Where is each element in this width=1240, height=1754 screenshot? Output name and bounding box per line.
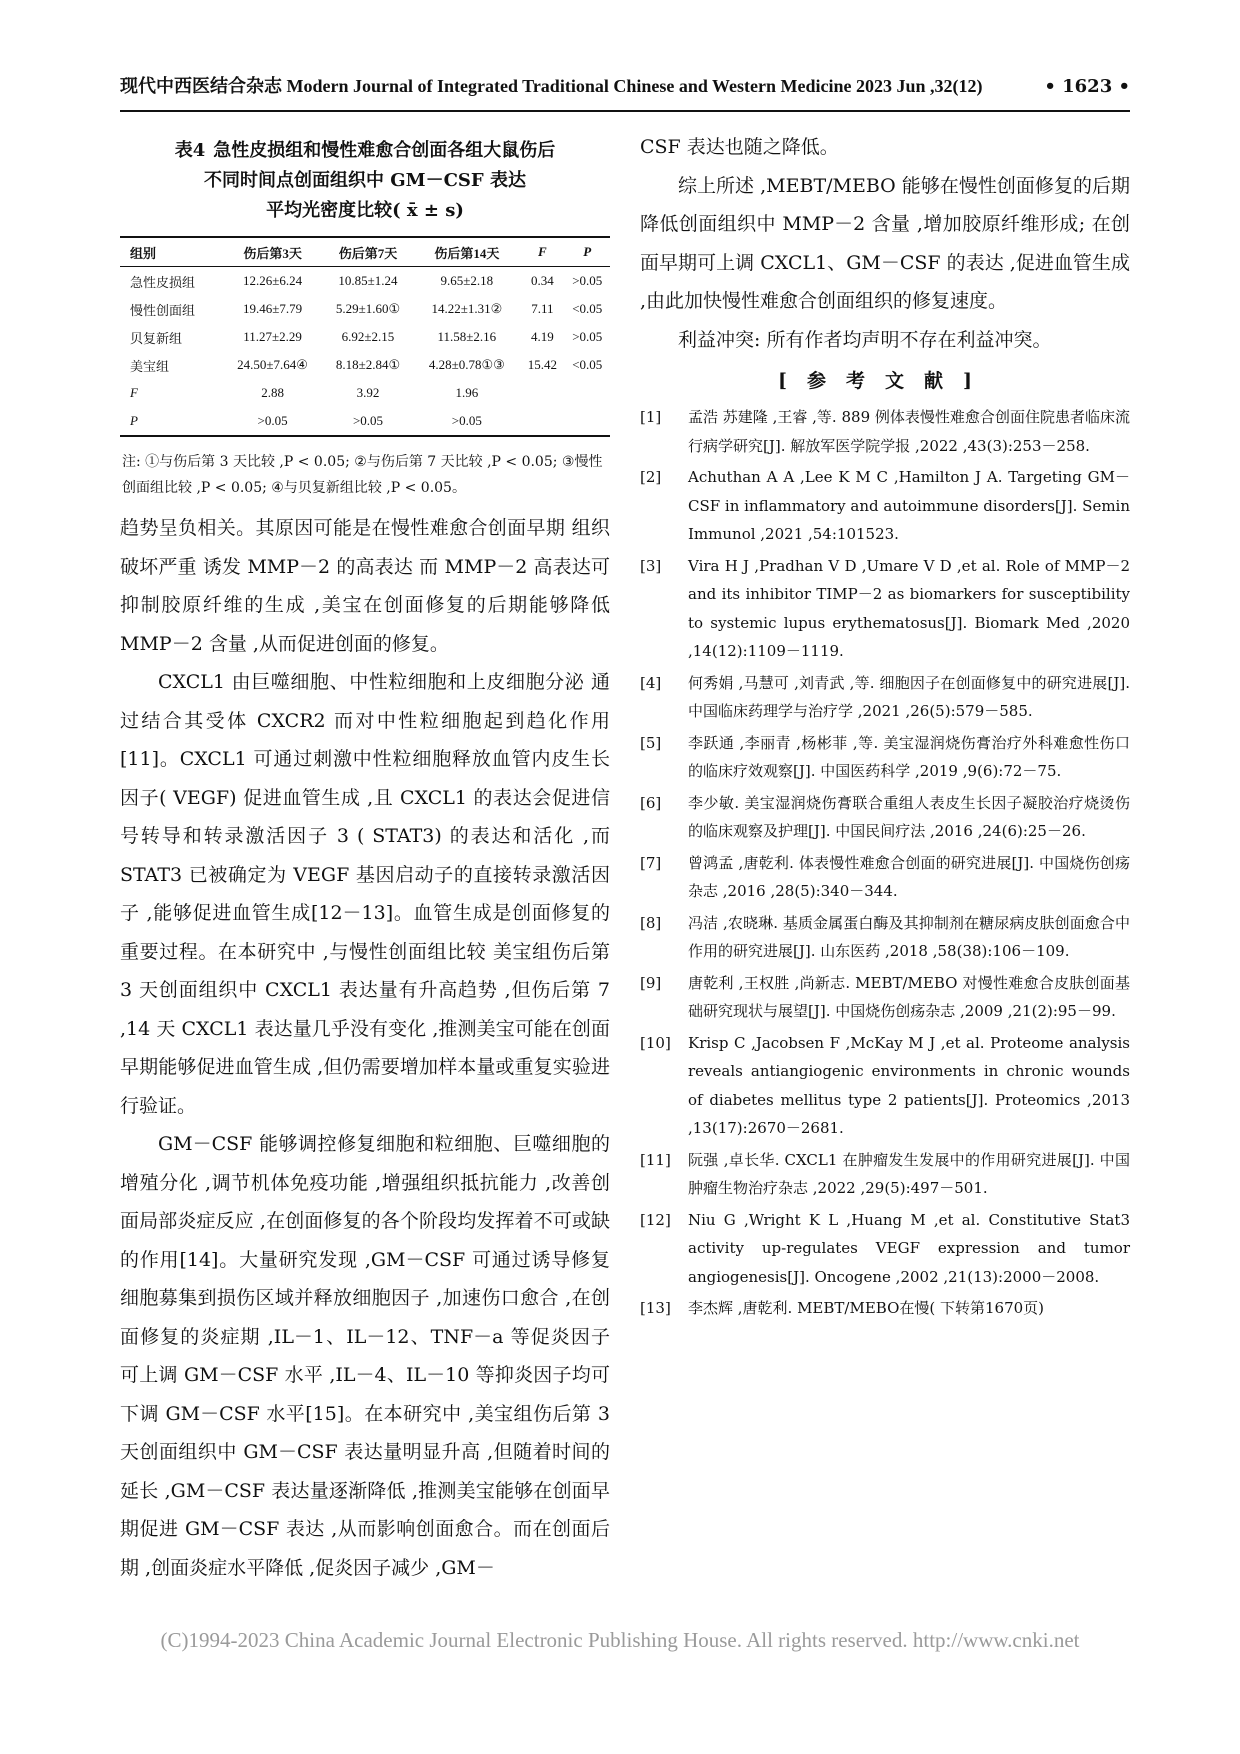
reference-item: [640, 669, 1130, 726]
header-rule: [120, 110, 1130, 112]
reference-item: [640, 909, 1130, 966]
table-cell: F: [130, 385, 138, 400]
col-header: 伤后第14天: [434, 245, 500, 261]
reference-number: [1]: [640, 408, 662, 426]
reference-number: [13]: [640, 1299, 671, 1317]
body-paragraph: 综上所述 ,MEBT/MEBO 能够在慢性创面修复的后期降低创面组织中 MMP－2 含量 ,增加胶原纤维形成; 在创面早期可上调 CXCL1、GM－CSF 的表达 ,促进血管生成 ,由此加快慢性难愈合创面组织的修复速度。: [640, 174, 1130, 312]
reference-item: [640, 789, 1130, 846]
table-cell: 7.11: [531, 301, 554, 316]
reference-text: 唐乾利 ,王权胜 ,尚新志. MEBT/MEBO 对慢性难愈合皮肤创面基础研究现状与展望[J]. 中国烧伤创疡杂志 ,2009 ,21(2):95－99.: [688, 973, 1130, 1020]
reference-item: [640, 969, 1130, 1026]
reference-number: [3]: [640, 556, 662, 575]
journal-title: 现代中西医结合杂志 Modern Journal of Integrated Traditional Chinese and Western Medicine 2023 Jun ,32(12): [120, 76, 983, 96]
right-column: [640, 128, 1130, 1326]
table-cell: 贝复新组: [130, 330, 183, 346]
table-cell: 10.85±1.24: [338, 273, 398, 288]
data-table: [120, 236, 610, 437]
reference-number: [10]: [640, 1033, 671, 1052]
reference-item: [640, 1146, 1130, 1203]
table-cell: >0.05: [257, 413, 288, 428]
table-cell: [565, 407, 611, 436]
table-row: [120, 323, 610, 351]
table-cell: P: [130, 413, 138, 428]
reference-number: [6]: [640, 793, 662, 812]
reference-number: [7]: [640, 853, 662, 872]
table-cell: <0.05: [572, 357, 603, 372]
table-cell: [520, 407, 564, 436]
table-title-line2: 不同时间点创面组织中 GM－CSF 表达: [204, 170, 526, 191]
table-cell: 11.58±2.16: [437, 329, 497, 344]
table-cell: 慢性创面组: [130, 302, 196, 318]
reference-number: [5]: [640, 733, 662, 752]
col-header: P: [583, 244, 592, 259]
table-cell: [520, 379, 564, 407]
table-cell: >0.05: [572, 273, 603, 288]
table-cell: 24.50±7.64④: [237, 357, 308, 372]
table-row: [120, 267, 610, 296]
table-cell: 11.27±2.29: [243, 329, 302, 344]
table-cell: 4.19: [530, 329, 554, 344]
reference-text: Krisp C ,Jacobsen F ,McKay M J ,et al. Proteome analysis reveals antiangiogenic environments in chronic wounds of diabetes mellitus type 2 patients[J]. Proteomics ,2013 ,13(17):2670－2681.: [688, 1033, 1130, 1137]
body-paragraph: GM－CSF 能够调控修复细胞和粒细胞、巨噬细胞的增殖分化 ,调节机体免疫功能 ,增强组织抵抗能力 ,改善创面局部炎症反应 ,在创面修复的各个阶段均发挥着不可或缺的作用[14]。大量研究发现 ,GM－CSF 可通过诱导修复细胞募集到损伤区域并释放细胞因子 ,加速伤口愈合 ,在创面修复的炎症期 ,IL－1、IL－12、TNF－a 等促炎因子可上调 GM－CSF 水平 ,IL－4、IL－10 等抑炎因子均可下调 GM－CSF 水平[15]。在本研究中 ,美宝组伤后第 3 天创面组织中 GM－CSF 表达量明显升高 ,但随着时间的延长 ,GM－CSF 表达量逐渐降低 ,推测美宝能够在创面早期促进 GM－CSF 表达 ,从而影响创面愈合。而在创面后期 ,创面炎症水平降低 ,促炎因子减少 ,GM－: [120, 1133, 610, 1579]
table-cell: 6.92±2.15: [341, 329, 395, 344]
col-header: 伤后第7天: [338, 245, 398, 261]
table-note: 注: ①与伤后第 3 天比较 ,P < 0.05; ②与伤后第 7 天比较 ,P < 0.05; ③慢性创面组比较 ,P < 0.05; ④与贝复新组比较 ,P < 0.05。: [122, 454, 603, 496]
table-cell: >0.05: [572, 329, 603, 344]
reference-text: 阮强 ,卓长华. CXCL1 在肿瘤发生发展中的作用研究进展[J]. 中国肿瘤生物治疗杂志 ,2022 ,29(5):497－501.: [688, 1150, 1130, 1197]
reference-text: 何秀娟 ,马慧可 ,刘青武 ,等. 细胞因子在创面修复中的研究进展[J]. 中国临床药理学与治疗学 ,2021 ,26(5):579－585.: [688, 673, 1130, 720]
table-row: [120, 351, 610, 379]
left-column: [120, 128, 610, 1587]
reference-item: [640, 552, 1130, 666]
col-header: 伤后第3天: [243, 245, 302, 261]
reference-text: 李少敏. 美宝湿润烧伤膏联合重组人表皮生长因子凝胶治疗烧烫伤的临床观察及护理[J]. 中国民间疗法 ,2016 ,24(6):25－26.: [688, 793, 1130, 840]
table-cell: 3.92: [356, 385, 380, 400]
reference-number: [12]: [640, 1210, 671, 1229]
page-number: • 1623 •: [1044, 76, 1130, 97]
reference-text: 孟浩 苏建隆 ,王睿 ,等. 889 例体表慢性难愈合创面住院患者临床流行病学研究[J]. 解放军医学院学报 ,2022 ,43(3):253－258.: [688, 408, 1130, 455]
reference-item: [640, 1206, 1130, 1292]
table-cell: 0.34: [530, 273, 554, 288]
table-header-row: [120, 237, 610, 267]
col-header: F: [537, 244, 547, 259]
reference-number: [9]: [640, 973, 662, 992]
table-cell: 1.96: [455, 385, 479, 400]
reference-list: [640, 403, 1130, 1323]
table-cell: 19.46±7.79: [243, 301, 303, 316]
reference-text: Achuthan A A ,Lee K M C ,Hamilton J A. Targeting GM－CSF in inflammatory and autoimmune disorders[J]. Semin Immunol ,2021 ,54:101523.: [688, 468, 1131, 543]
table-cell: 14.22±1.31②: [431, 301, 503, 316]
reference-item: [640, 1294, 1130, 1323]
reference-number: [2]: [640, 468, 662, 486]
table-cell: 美宝组: [130, 358, 170, 374]
references-heading: [参考文献]: [778, 370, 992, 392]
table-title-line3: 平均光密度比较( x̄ ± s): [266, 200, 464, 221]
table-cell: 12.26±6.24: [243, 273, 303, 288]
col-header: 组别: [130, 245, 157, 261]
copyright-footer: (C)1994-2023 China Academic Journal Electronic Publishing House. All rights reserved. http://www.cnki.net: [160, 1628, 1080, 1652]
body-paragraph: CSF 表达也随之降低。: [640, 136, 839, 158]
table-cell: 9.65±2.18: [440, 273, 494, 288]
table-title-line1: 急性皮损组和慢性难愈合创面各组大鼠伤后: [213, 140, 556, 161]
table-cell: [565, 379, 611, 407]
reference-text: Vira H J ,Pradhan V D ,Umare V D ,et al. Role of MMP－2 and its inhibitor TIMP－2 as biomarkers for susceptibility to systemic lupus erythematosus[J]. Biomark Med ,2020 ,14(12):1109－1119.: [688, 556, 1130, 660]
reference-text: Niu G ,Wright K L ,Huang M ,et al. Constitutive Stat3 activity up-regulates VEGF expression and tumor angiogenesis[J]. Oncogene ,2002 ,21(13):2000－2008.: [688, 1210, 1130, 1286]
table-title: [120, 136, 610, 226]
reference-item: [640, 729, 1130, 786]
table-label: 表4: [174, 140, 206, 161]
body-paragraph: CXCL1 由巨噬细胞、中性粒细胞和上皮细胞分泌 通过结合其受体 CXCR2 而对中性粒细胞起到趋化作用[11]。CXCL1 可通过刺激中性粒细胞释放血管内皮生长因子( VEGF) 促进血管生成 ,且 CXCL1 的表达会促进信号转导和转录激活因子 3 ( STAT3) 的表达和活化 ,而 STAT3 已被确定为 VEGF 基因启动子的直接转录激活因子 ,能够促进血管生成[12－13]。血管生成是创面修复的重要过程。在本研究中 ,与慢性创面组比较 美宝组伤后第 3 天创面组织中 CXCL1 表达量有升高趋势 ,但伤后第 7 ,14 天 CXCL1 表达量几乎没有变化 ,推测美宝可能在创面早期能够促进血管生成 ,但仍需要增加样本量或重复实验进行验证。: [120, 671, 610, 1117]
table-cell: 2.88: [261, 385, 284, 400]
running-header: [120, 72, 1130, 98]
conflict-statement: 利益冲突: 所有作者均声明不存在利益冲突。: [678, 328, 1052, 351]
table-row: [120, 407, 610, 436]
table-cell: <0.05: [572, 301, 603, 316]
reference-number: [8]: [640, 913, 662, 932]
reference-text: 曾鸿孟 ,唐乾利. 体表慢性难愈合创面的研究进展[J]. 中国烧伤创疡杂志 ,2016 ,28(5):340－344.: [688, 853, 1130, 900]
table-cell: >0.05: [451, 413, 482, 428]
table-cell: 5.29±1.60①: [335, 301, 401, 316]
reference-item: [640, 463, 1130, 549]
reference-text: 李杰辉 ,唐乾利. MEBT/MEBO在慢( 下转第1670页): [688, 1299, 1045, 1317]
reference-text: 冯洁 ,农晓琳. 基质金属蛋白酶及其抑制剂在糖尿病皮肤创面愈合中作用的研究进展[J]. 山东医药 ,2018 ,58(38):106－109.: [688, 913, 1130, 960]
table-row: [120, 295, 610, 323]
table-cell: >0.05: [352, 413, 384, 428]
table-row: [120, 379, 610, 407]
reference-item: [640, 849, 1130, 906]
reference-text: 李跃通 ,李丽青 ,杨彬菲 ,等. 美宝湿润烧伤膏治疗外科难愈性伤口的临床疗效观察[J]. 中国医药科学 ,2019 ,9(6):72－75.: [688, 733, 1130, 780]
table-cell: 4.28±0.78①③: [428, 357, 505, 372]
table-cell: 急性皮损组: [130, 274, 196, 290]
table-cell: 8.18±2.84①: [335, 357, 401, 372]
body-paragraph: 趋势呈负相关。其原因可能是在慢性难愈合创面早期 组织破坏严重 诱发 MMP－2 的高表达 而 MMP－2 高表达可抑制胶原纤维的生成 ,美宝在创面修复的后期能够降低 MMP－2 含量 ,从而促进创面的修复。: [120, 517, 610, 655]
table-cell: 15.42: [527, 357, 557, 372]
reference-number: [11]: [640, 1150, 671, 1169]
reference-number: [4]: [640, 673, 662, 692]
reference-item: [640, 403, 1130, 460]
reference-item: [640, 1029, 1130, 1143]
